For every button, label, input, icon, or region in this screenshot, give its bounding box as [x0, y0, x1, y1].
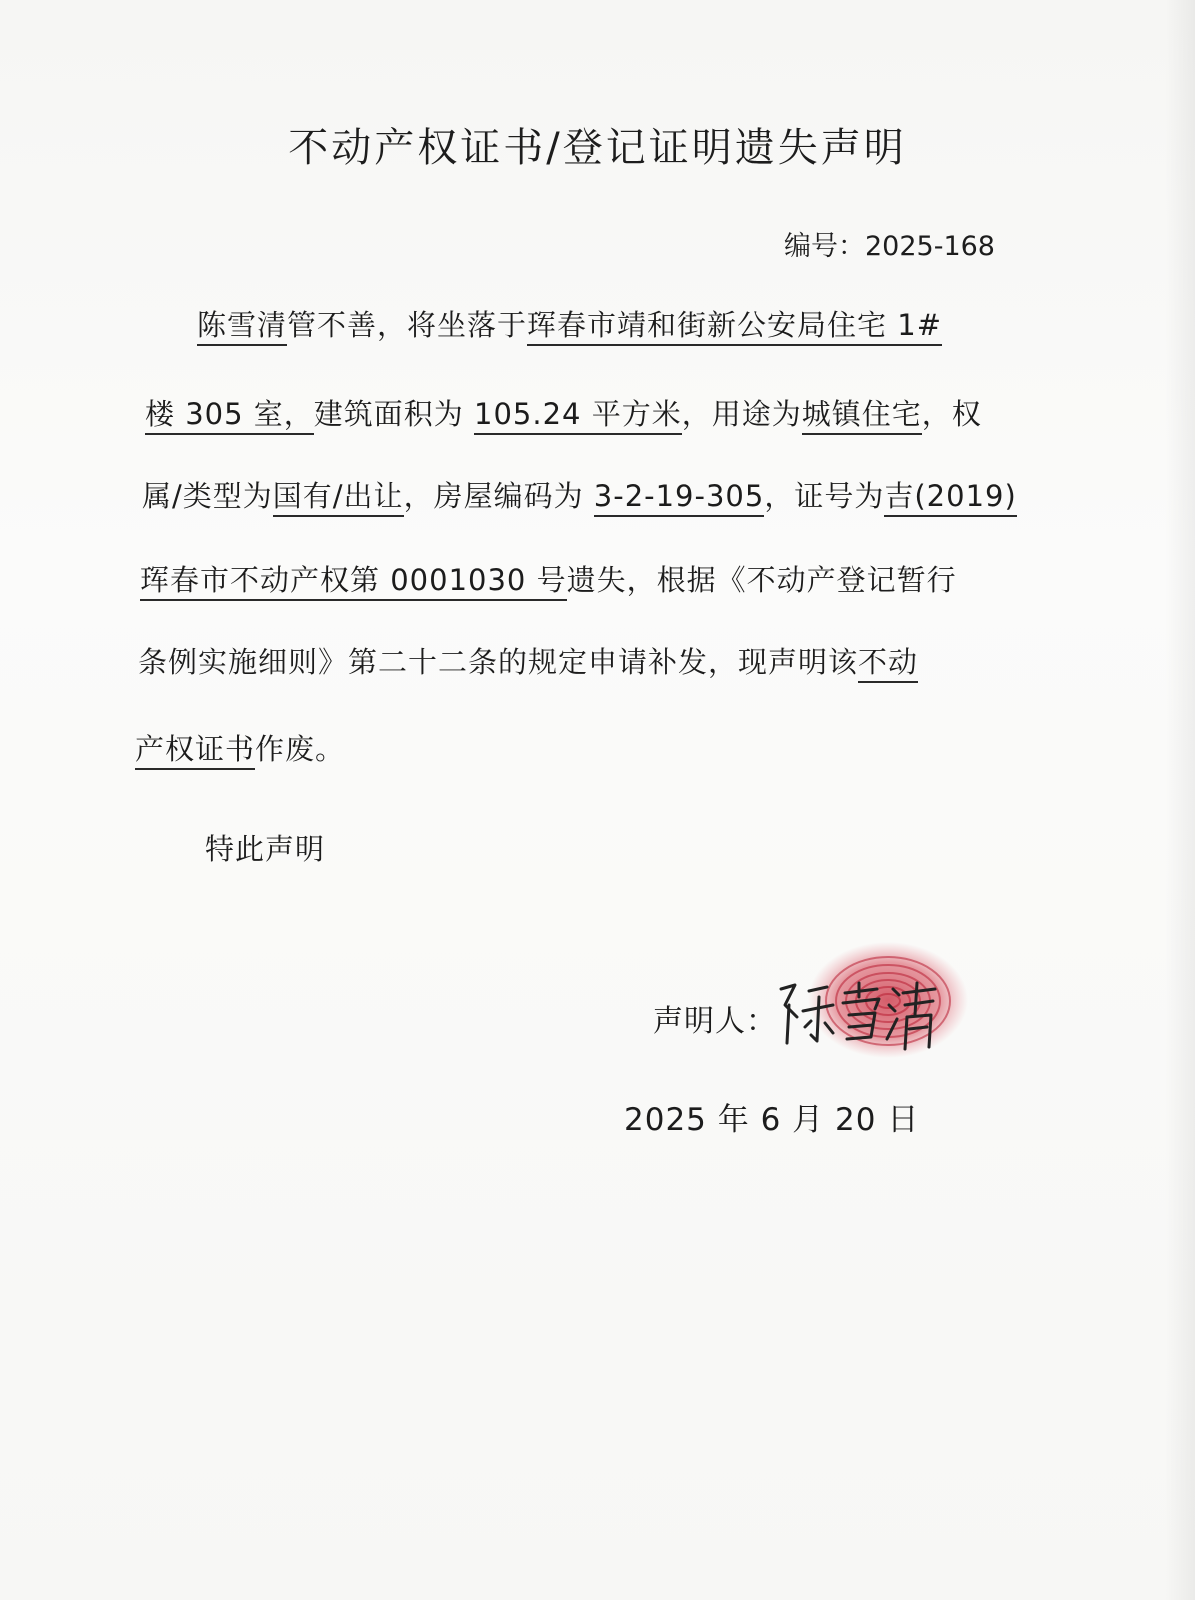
body-segment: 属/类型为 [142, 479, 273, 513]
body-segment: 珲春市不动产权第 0001030 号 [140, 563, 567, 601]
body-segment: 3-2-19-305 [594, 479, 765, 517]
body-segment: 珲春市靖和街新公安局住宅 1# [527, 308, 942, 346]
body-segment: 作废。 [255, 732, 346, 766]
body-segment: ，房屋编码为 [403, 479, 594, 513]
document-title: 不动产权证书/登记证明遗失声明 [288, 125, 907, 171]
body-segment: 国有/出让 [273, 479, 404, 517]
body-line-3 [142, 474, 1017, 515]
body-segment: 105.24 平方米 [474, 397, 682, 435]
handwritten-signature [775, 975, 945, 1055]
body-segment: 产权证书 [135, 732, 255, 770]
declarant-label: 声明人： [653, 1004, 777, 1039]
body-segment: 陈雪清 [197, 308, 287, 346]
document-number-label: 编号： [784, 231, 865, 262]
body-segment: 吉(2019) [884, 479, 1016, 517]
body-segment: 条例实施细则》第二十二条的规定申请补发，现声明该 [138, 645, 859, 679]
document-number [784, 224, 995, 263]
body-segment: ，权 [921, 397, 982, 431]
closing-statement: 特此声明 [205, 832, 326, 866]
page-edge-shadow [1165, 0, 1195, 1600]
body-line-6 [135, 727, 345, 768]
body-segment: 不动 [858, 645, 918, 683]
body-segment: ，证号为 [764, 479, 885, 513]
body-line-2 [145, 392, 982, 433]
body-segment: 建筑面积为 [313, 397, 475, 431]
body-line-4 [140, 558, 957, 599]
body-segment: 城镇住宅 [802, 397, 922, 435]
body-segment: 遗失，根据《不动产登记暂行 [566, 563, 957, 597]
declaration-date: 2025 年 6 月 20 日 [624, 1102, 920, 1138]
body-segment: ，用途为 [681, 397, 802, 431]
body-line-1 [197, 303, 942, 344]
body-segment: 楼 305 室， [145, 397, 314, 435]
body-line-5 [138, 640, 918, 681]
body-segment: 管不善，将坐落于 [287, 308, 528, 342]
document-number-value: 2025-168 [865, 231, 995, 262]
